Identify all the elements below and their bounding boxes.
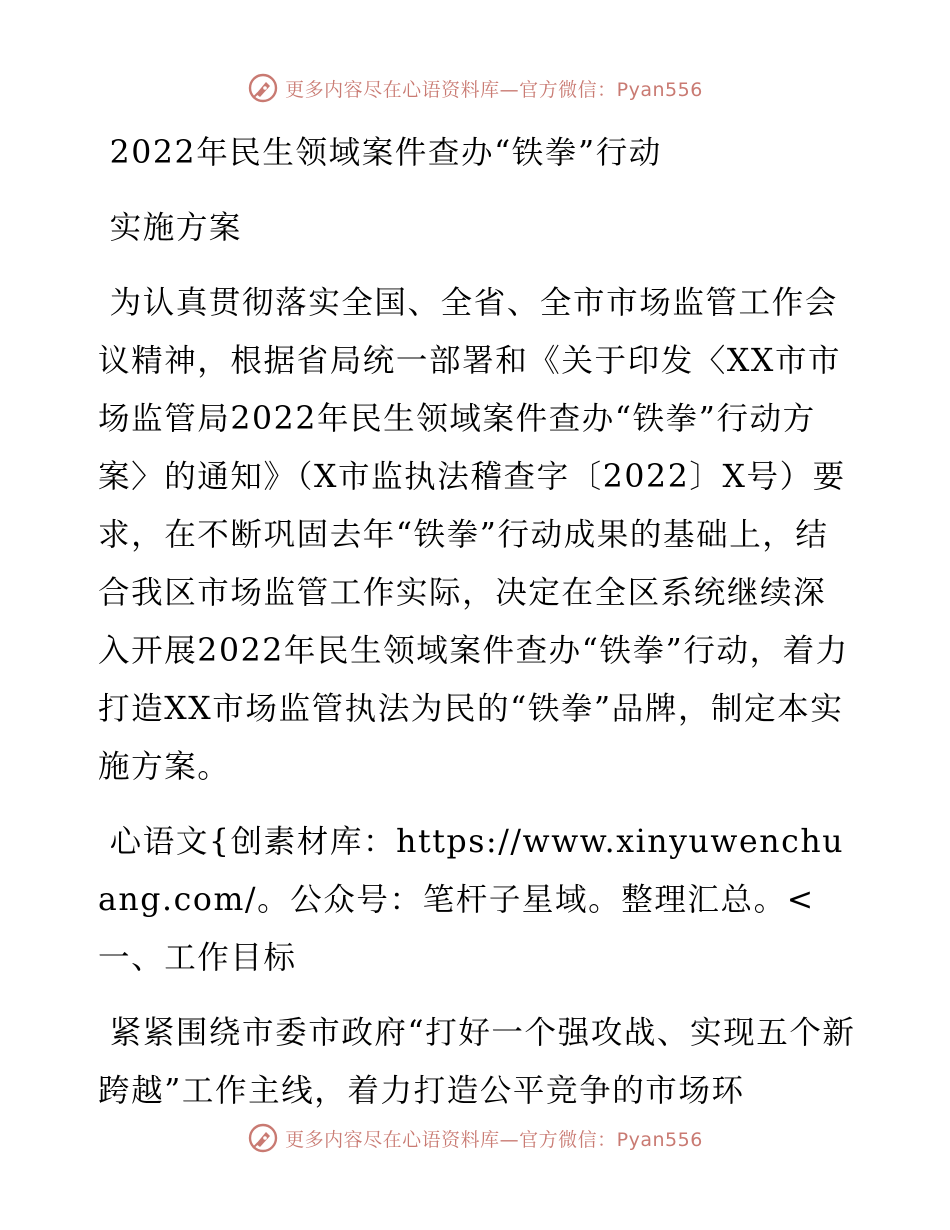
watermark-text-bottom: 更多内容尽在心语资料库—官方微信：Pyan556 [285, 1128, 703, 1151]
paragraph-source-note: 心语文{创素材库：https://www.xinyuwenchuang.com/。公众号：笔杆子星域。整理汇总。<一、工作目标 [98, 824, 845, 976]
document-body [98, 124, 858, 1137]
paragraph-intro: 为认真贯彻落实全国、全省、全市市场监管工作会议精神，根据省局统一部署和《关于印发〈XX市市场监管局2022年民生领域案件查办“铁拳”行动方案〉的通知》（X市监执法稽查字〔2022〕X号）要求，在不断巩固去年“铁拳”行动成果的基础上，结合我区市场监管工作实际，决定在全区系统继续深入开展2022年民生领域案件查办“铁拳”行动，着力打造XX市场监管执法为民的“铁拳”品牌，制定本实施方案。 [98, 285, 849, 785]
watermark-text-top: 更多内容尽在心语资料库—官方微信：Pyan556 [285, 78, 703, 101]
watermark-banner-bottom [0, 1122, 950, 1154]
pen-nib-logo-icon [247, 1122, 279, 1154]
document-subtitle: 实施方案 [98, 210, 243, 246]
watermark-banner-top [0, 72, 950, 104]
pen-nib-logo-icon [247, 72, 279, 104]
paragraph-goals: 紧紧围绕市委市政府“打好一个强攻战、实现五个新跨越”工作主线，着力打造公平竞争的市场环 [98, 1015, 856, 1109]
document-title: 2022年民生领域案件查办“铁拳”行动 [98, 135, 662, 171]
